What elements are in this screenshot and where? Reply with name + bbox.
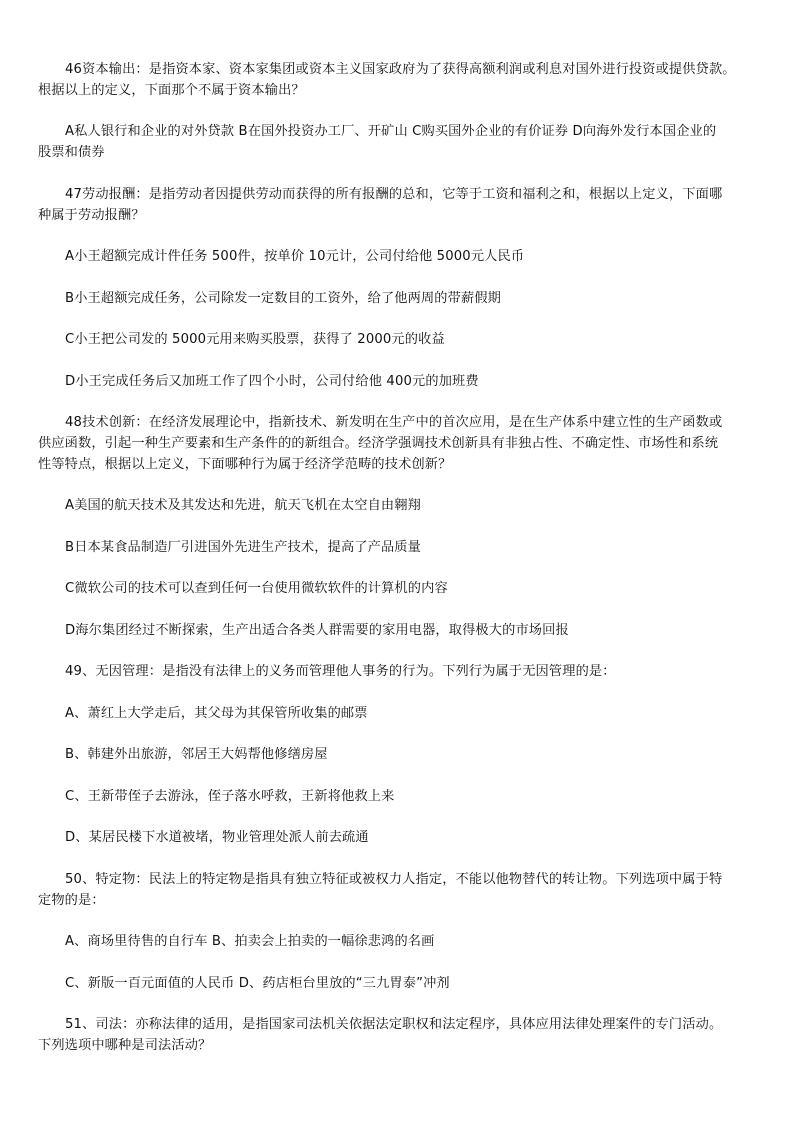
q48-option-b: B日本某食品制造厂引进国外先进生产技术，提高了产品质量 — [65, 540, 421, 555]
q48-stem-line-2: 供应函数，引起一种生产要素和生产条件的的新组合。经济学强调技术创新具有非独占性、不确定性、市场性和系统 — [38, 436, 719, 451]
q47-option-c: C小王把公司发的 5000元用来购买股票，获得了 2000元的收益 — [65, 332, 445, 347]
q51-stem-line-2: 下列选项中哪种是司法活动？ — [38, 1038, 212, 1053]
q48-option-c: C微软公司的技术可以查到任何一台使用微软软件的计算机的内容 — [65, 581, 448, 596]
q48-option-a: A美国的航天技术及其发达和先进，航天飞机在太空自由翱翔 — [65, 498, 421, 513]
q47-option-a: A小王超额完成计件任务 500件，按单价 10元计，公司付给他 5000元人民币 — [65, 249, 525, 264]
q51-stem-line-1: 51、司法：亦称法律的适用，是指国家司法机关依据法定职权和法定程序，具体应用法律处理案件的专门活动。 — [65, 1017, 723, 1032]
q50-stem-line-1: 50、特定物：民法上的特定物是指具有独立特征或被权力人指定，不能以他物替代的转让物。下列选项中属于特 — [65, 872, 723, 887]
q47-stem-line-1: 47劳动报酬：是指劳动者因提供劳动而获得的所有报酬的总和，它等于工资和福利之和，根据以上定义，下面哪 — [65, 187, 723, 202]
q49-option-b: B、韩建外出旅游，邻居王大妈帮他修缮房屋 — [65, 747, 328, 762]
q46-stem-line-2: 根据以上的定义，下面那个不属于资本输出？ — [38, 83, 305, 98]
q48-stem-line-3: 性等特点，根据以上定义，下面哪种行为属于经济学范畴的技术创新？ — [38, 457, 452, 472]
q49-option-d: D、某居民楼下水道被堵，物业管理处派人前去疏通 — [65, 830, 369, 845]
q50-options-cd: C、新版一百元面值的人民币 D、药店柜台里放的“三九胃泰”冲剂 — [65, 976, 450, 991]
q47-option-d: D小王完成任务后又加班工作了四个小时，公司付给他 400元的加班费 — [65, 374, 479, 389]
q49-option-c: C、王新带侄子去游泳，侄子落水呼救，王新将他救上来 — [65, 789, 395, 804]
q47-option-b: B小王超额完成任务，公司除发一定数目的工资外，给了他两周的带薪假期 — [65, 291, 501, 306]
q47-stem-line-2: 种属于劳动报酬？ — [38, 208, 145, 223]
q50-stem-line-2: 定物的是： — [38, 893, 105, 908]
q49-stem: 49、无因管理：是指没有法律上的义务而管理他人事务的行为。下列行为属于无因管理的是： — [65, 664, 616, 679]
q46-options-line-1: A私人银行和企业的对外贷款 B在国外投资办工厂、开矿山 C购买国外企业的有价证券 D向海外发行本国企业的 — [65, 124, 717, 139]
q48-stem-line-1: 48技术创新：在经济发展理论中，指新技术、新发明在生产中的首次应用，是在生产体系中建立性的生产函数或 — [65, 415, 723, 430]
q46-stem-line-1: 46资本输出：是指资本家、资本家集团或资本主义国家政府为了获得高额利润或利息对国外进行投资或提供贷款。 — [65, 62, 736, 77]
q50-options-ab: A、商场里待售的自行车 B、拍卖会上拍卖的一幅徐悲鸿的名画 — [65, 934, 435, 949]
q46-options-line-2: 股票和债券 — [38, 145, 105, 160]
q48-option-d: D海尔集团经过不断探索，生产出适合各类人群需要的家用电器，取得极大的市场回报 — [65, 623, 569, 638]
q49-option-a: A、萧红上大学走后，其父母为其保管所收集的邮票 — [65, 706, 368, 721]
